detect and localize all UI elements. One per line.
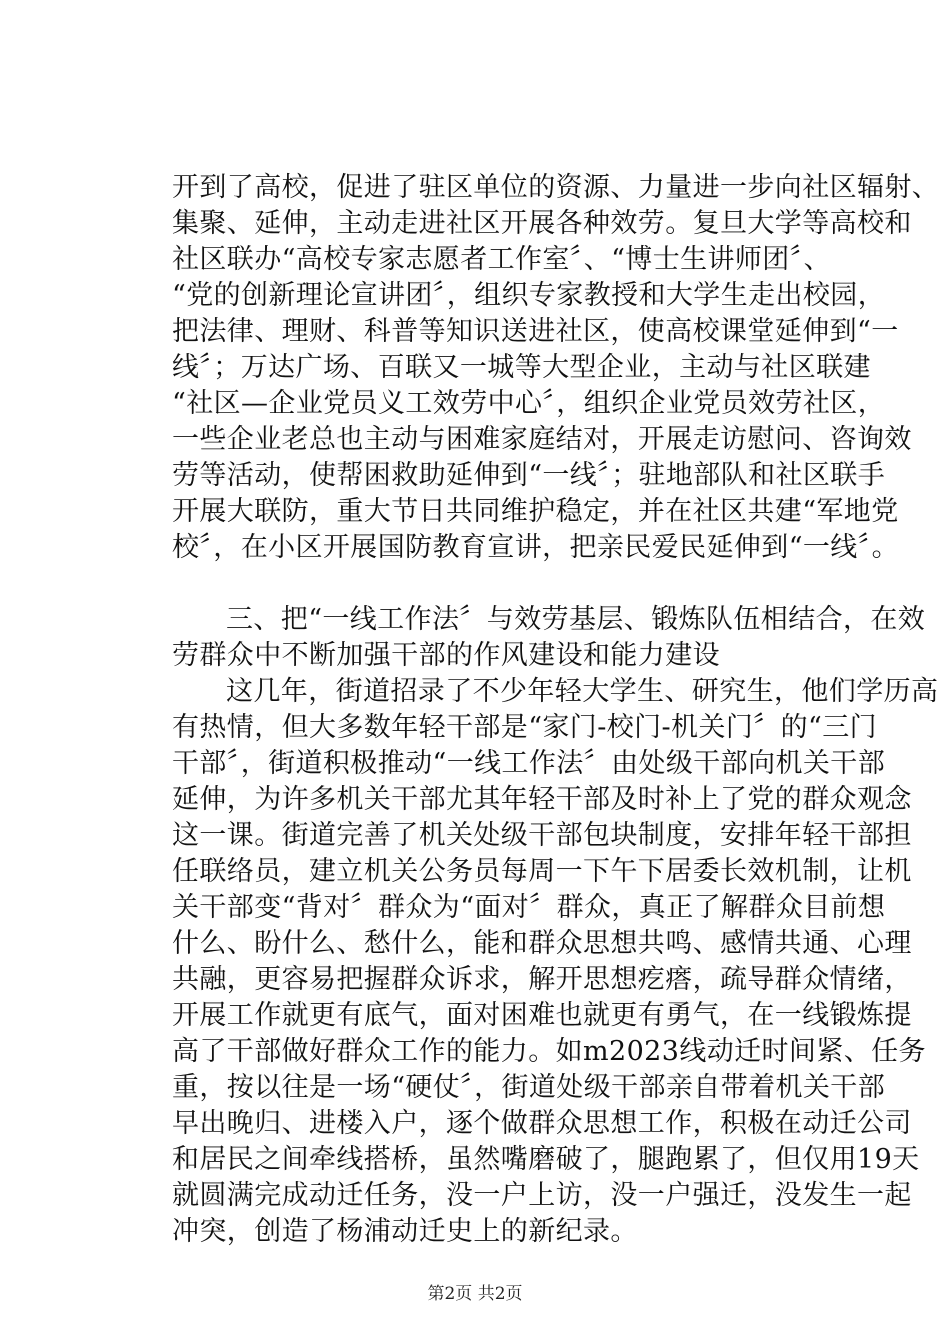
- text-line: 高了干部做好群众工作的能力。如m2023线动迁时间紧、任务: [172, 1036, 926, 1067]
- text-line: 就圆满完成动迁任务，没一户上访，没一户强迁，没发生一起: [172, 1180, 912, 1211]
- text-line: 校〞，在小区开展国防教育宣讲，把亲民爱民延伸到“一线〞。: [172, 532, 900, 563]
- page-number-footer: 第2页 共2页: [427, 1284, 523, 1304]
- text-line: 集聚、延伸，主动走进社区开展各种效劳。复旦大学等高校和: [172, 208, 912, 239]
- section-heading-line: 劳群众中不断加强干部的作风建设和能力建设: [172, 640, 720, 671]
- text-line: 把法律、理财、科普等知识送进社区，使高校课堂延伸到“一: [172, 316, 899, 347]
- text-line: 线〞；万达广场、百联又一城等大型企业，主动与社区联建: [172, 352, 871, 383]
- text-line: 和居民之间牵线搭桥，虽然嘴磨破了，腿跑累了，但仅用19天: [172, 1144, 920, 1175]
- text-line: 开展工作就更有底气，面对困难也就更有勇气，在一线锻炼提: [172, 1000, 912, 1031]
- text-line: 早出晚归、进楼入户，逐个做群众思想工作，积极在动迁公司: [172, 1108, 912, 1139]
- text-line: 冲突，创造了杨浦动迁史上的新纪录。: [172, 1216, 638, 1247]
- text-line: 一些企业老总也主动与困难家庭结对，开展走访慰问、咨询效: [172, 424, 912, 455]
- text-line: 这几年，街道招录了不少年轻大学生、研究生，他们学历高: [226, 676, 939, 707]
- text-line: 什么、盼什么、愁什么，能和群众思想共鸣、感情共通、心理: [172, 928, 912, 959]
- text-line: 共融，更容易把握群众诉求，解开思想疙瘩，疏导群众情绪，: [172, 964, 912, 995]
- text-line: 开到了高校，促进了驻区单位的资源、力量进一步向社区辐射、: [172, 172, 940, 203]
- section-heading-line: 三、把“一线工作法〞与效劳基层、锻炼队伍相结合，在效: [226, 604, 926, 635]
- text-line: 任联络员，建立机关公务员每周一下午下居委长效机制，让机: [172, 856, 912, 887]
- text-line: 有热情，但大多数年轻干部是“家门-校门-机关门〞的“三门: [172, 712, 878, 743]
- text-line: 干部〞，街道积极推动“一线工作法〞由处级干部向机关干部: [172, 748, 886, 779]
- text-line: 延伸，为许多机关干部尤其年轻干部及时补上了党的群众观念: [172, 784, 912, 815]
- text-line: 这一课。街道完善了机关处级干部包块制度，安排年轻干部担: [172, 820, 912, 851]
- text-line: 关干部变“背对〞群众为“面对〞群众，真正了解群众目前想: [172, 892, 886, 923]
- text-line: 社区联办“高校专家志愿者工作室〞、“博士生讲师团〞、: [172, 244, 832, 275]
- text-line: 劳等活动，使帮困救助延伸到“一线〞；驻地部队和社区联手: [172, 460, 886, 491]
- text-line: 重，按以往是一场“硬仗〞，街道处级干部亲自带着机关干部: [172, 1072, 886, 1103]
- text-line: “社区—企业党员义工效劳中心〞，组织企业党员效劳社区，: [172, 388, 886, 419]
- text-line: 开展大联防，重大节日共同维护稳定，并在社区共建“军地党: [172, 496, 899, 527]
- text-line: “党的创新理论宣讲团〞，组织专家教授和大学生走出校园，: [172, 280, 886, 311]
